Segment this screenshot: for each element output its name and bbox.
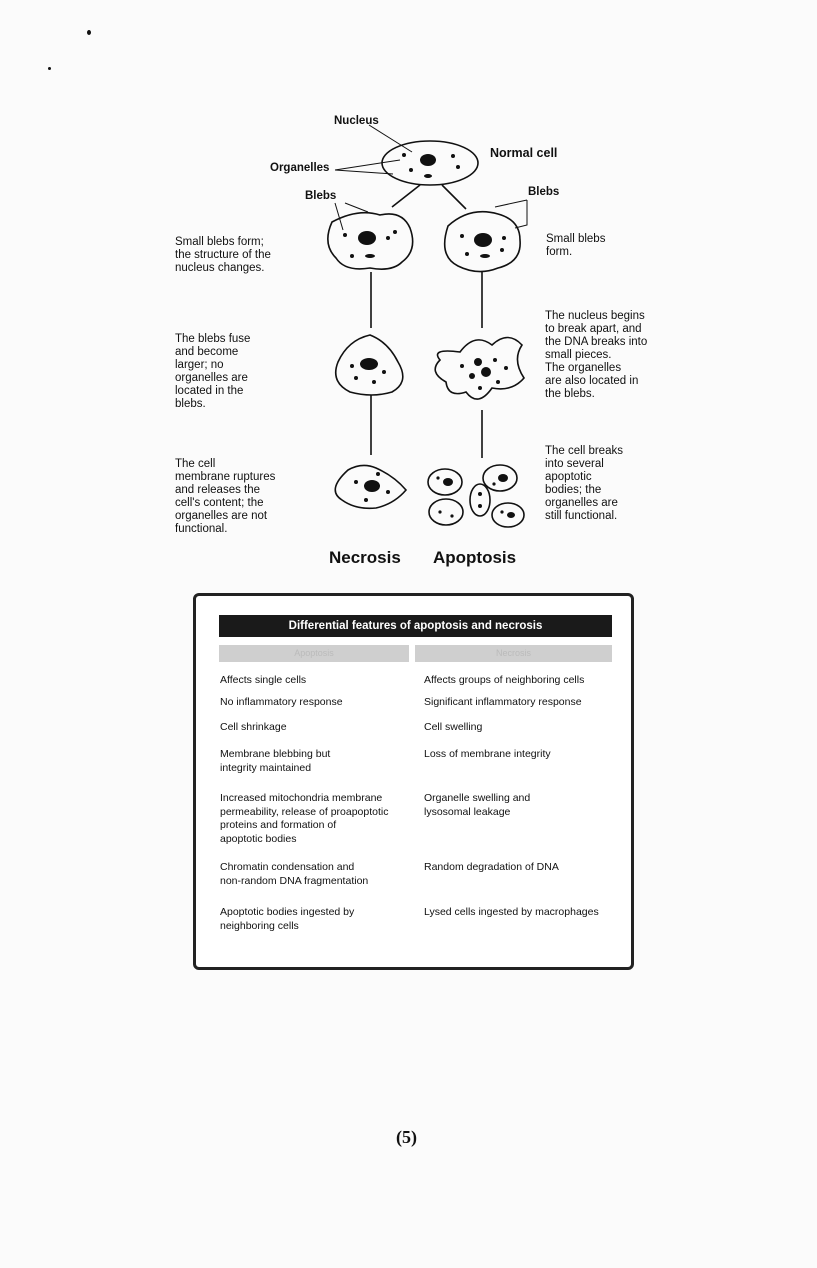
apoptosis-heading: Apoptosis	[433, 548, 517, 567]
apoptotic-body	[470, 484, 490, 516]
apoptosis-step-2-text: The nucleus begins to break apart, and the DNA breaks into small pieces. The organelles are also located in the blebs.	[545, 310, 648, 400]
necrosis-heading: Necrosis	[329, 548, 401, 567]
row-5-apoptosis: Increased mitochondria membrane permeability, release of proapoptotic proteins and formation of apoptotic bodies	[220, 792, 389, 845]
blebs-left-label: Blebs	[305, 190, 337, 202]
row-3-necrosis: Cell swelling	[424, 721, 483, 733]
apoptosis-step-1-text: Small blebs form.	[546, 233, 606, 258]
apoptotic-body	[429, 499, 463, 525]
nucleus-label: Nucleus	[334, 115, 379, 127]
row-5-necrosis: Organelle swelling and lysosomal leakage	[424, 792, 531, 818]
apoptosis-step-3-text: The cell breaks into several apoptotic bodies; the organelles are still functional.	[545, 445, 623, 522]
row-1-apoptosis: Affects single cells	[220, 674, 307, 686]
row-6-apoptosis: Chromatin condensation and non-random DNA fragmentation	[220, 861, 369, 887]
necrosis-step-2-text: The blebs fuse and become larger; no organelles are located in the blebs.	[175, 333, 251, 410]
row-6-necrosis: Random degradation of DNA	[424, 861, 559, 873]
page-number: (5)	[396, 1127, 417, 1147]
necrosis-step-3-text: The cell membrane ruptures and releases the cell's content; the organelles are not functional.	[175, 458, 276, 535]
row-4-apoptosis: Membrane blebbing but integrity maintained	[220, 748, 331, 774]
differential-features-table	[193, 593, 634, 970]
row-7-necrosis: Lysed cells ingested by macrophages	[424, 906, 599, 918]
table-title: Differential features of apoptosis and necrosis	[219, 615, 612, 637]
row-1-necrosis: Affects groups of neighboring cells	[424, 674, 585, 686]
row-2-necrosis: Significant inflammatory response	[424, 696, 582, 708]
table-header-necrosis: Necrosis	[415, 645, 612, 662]
row-3-apoptosis: Cell shrinkage	[220, 721, 287, 733]
row-2-apoptosis: No inflammatory response	[220, 696, 343, 708]
necrosis-step-1-text: Small blebs form; the structure of the nucleus changes.	[175, 236, 271, 274]
blebs-right-label: Blebs	[528, 186, 560, 198]
normal-cell-label: Normal cell	[490, 146, 558, 160]
organelles-label: Organelles	[270, 162, 330, 174]
row-7-apoptosis: Apoptotic bodies ingested by neighboring cells	[220, 906, 355, 932]
cell-death-diagram	[0, 0, 817, 590]
table-header-apoptosis: Apoptosis	[219, 645, 409, 662]
row-4-necrosis: Loss of membrane integrity	[424, 748, 551, 760]
